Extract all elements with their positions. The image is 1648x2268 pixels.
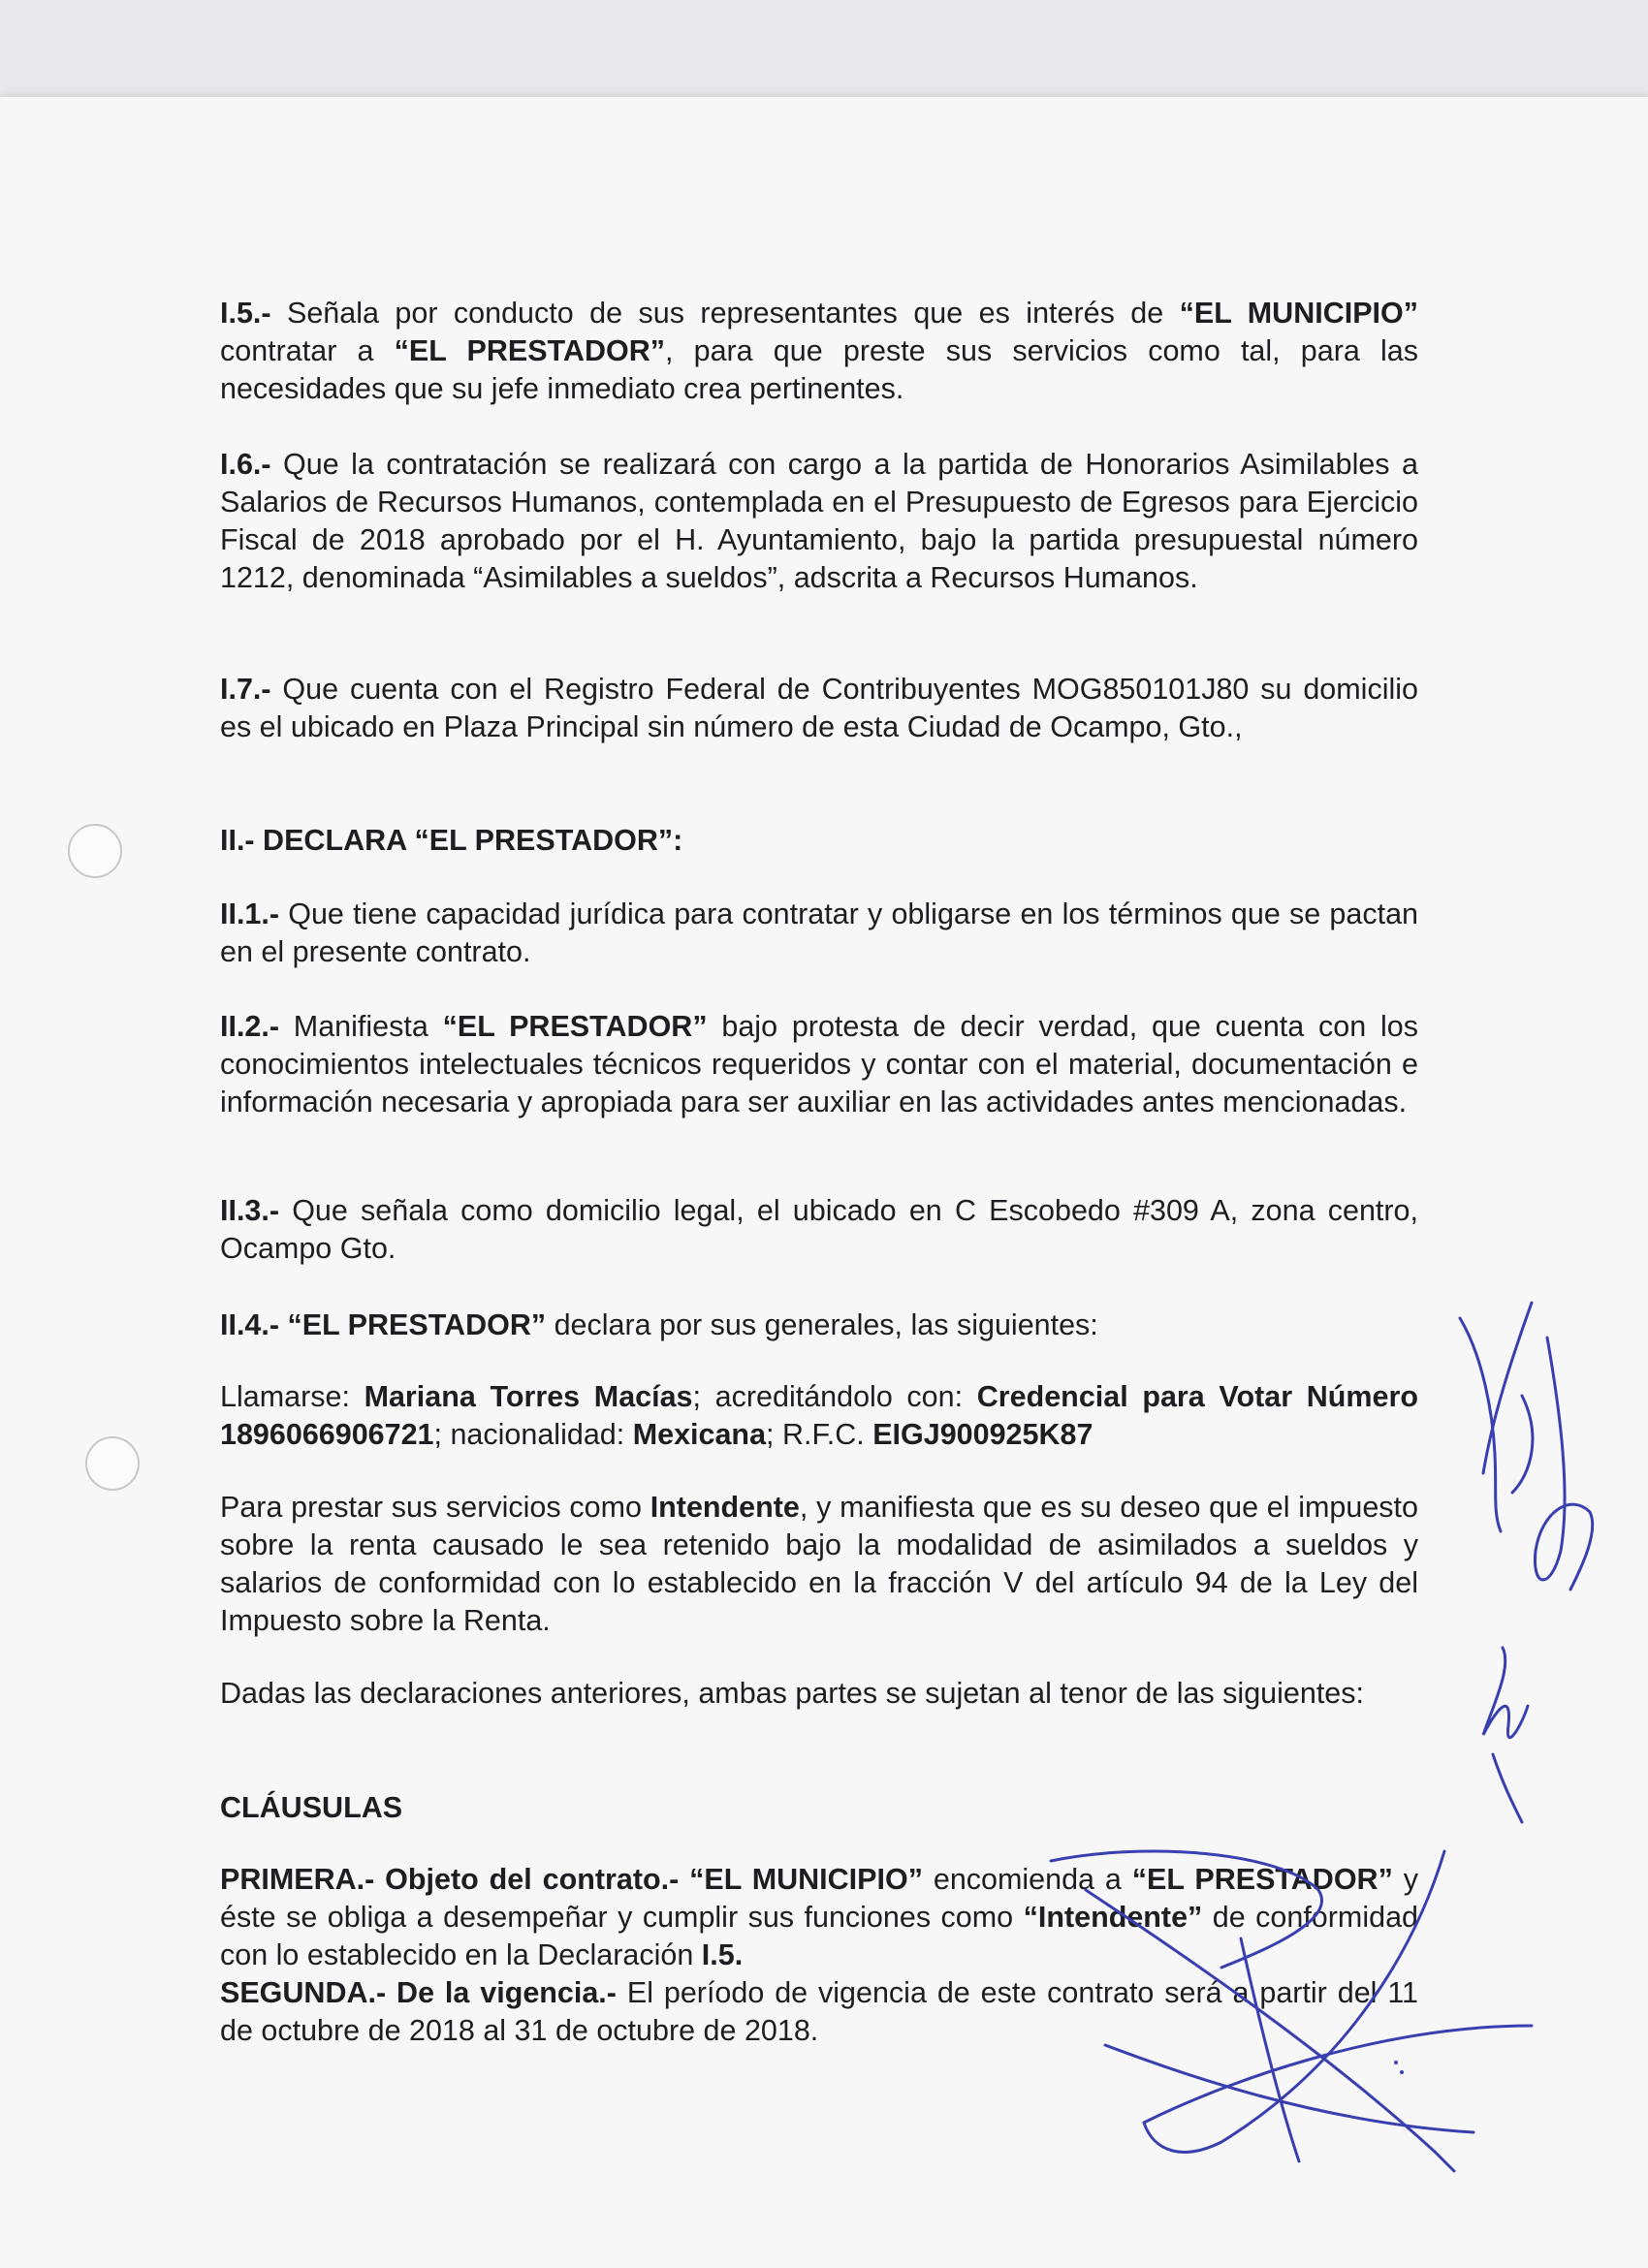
declaration-ii1: II.1.- Que tiene capacidad jurídica para contratar y obligarse en los términos que se pactan en el presente contrato.: [220, 898, 1418, 968]
clause-number: II.1.-: [220, 898, 280, 930]
dadas-declaraciones: Dadas las declaraciones anteriores, ambas partes se sujetan al tenor de las siguientes:: [220, 1677, 1364, 1710]
declaration-i5: I.5.- Señala por conducto de sus representantes que es interés de “EL MUNICIPIO” contratar a “EL PRESTADOR”, para que preste sus servicios como tal, para las necesidades que su jefe inmediato crea pertinentes.: [220, 297, 1418, 405]
municipio-term: “EL MUNICIPIO”: [1179, 297, 1418, 330]
clausula-segunda: SEGUNDA.- De la vigencia.- El período de vigencia de este contrato será a partir del 11 de octubre de 2018 al 31 de octubre de 2018.: [220, 1976, 1418, 2047]
prestador-term: “EL PRESTADOR”: [442, 1010, 708, 1043]
margin-signature-icon: [1454, 1299, 1629, 1842]
heading-declara-prestador: II.- DECLARA “EL PRESTADOR”:: [220, 824, 683, 857]
declaration-ii4: II.4.- “EL PRESTADOR” declara por sus generales, las siguientes:: [220, 1308, 1098, 1341]
prestador-term: “EL PRESTADOR”: [394, 334, 665, 367]
clause-number: I.5.-: [220, 297, 271, 330]
bottom-signature-icon: [1028, 1832, 1551, 2190]
declaration-i7: I.7.- Que cuenta con el Registro Federal de Contribuyentes MOG850101J80 su domicilio es el ubicado en Plaza Principal sin número de esta Ciudad de Ocampo, Gto.,: [220, 673, 1418, 743]
clause-number: II.2.-: [220, 1010, 280, 1043]
declaration-ii3: II.3.- Que señala como domicilio legal, el ubicado en C Escobedo #309 A, zona centro, Ocampo Gto.: [220, 1194, 1418, 1265]
punch-hole-top: [68, 824, 122, 878]
declaration-ii2: II.2.- Manifiesta “EL PRESTADOR” bajo protesta de decir verdad, que cuenta con los conocimientos intelectuales técnicos requeridos y contar con el material, documentación e información necesaria y apropiada para ser auxiliar en las actividades antes mencionadas.: [220, 1010, 1418, 1118]
clause-number: I.6.-: [220, 448, 271, 481]
prestador-term: “EL PRESTADOR”: [279, 1308, 547, 1341]
clause-number: II.3.-: [220, 1194, 280, 1227]
clause-label: PRIMERA.- Objeto del contrato.-: [220, 1863, 680, 1896]
municipio-term: “EL MUNICIPIO”: [689, 1863, 923, 1896]
punch-hole-bottom: [85, 1436, 140, 1491]
clause-number: II.4.-: [220, 1308, 280, 1341]
clausula-primera: PRIMERA.- Objeto del contrato.- “EL MUNICIPIO” encomienda a “EL PRESTADOR” y éste se obliga a desempeñar y cumplir sus funciones como “Intendente” de conformidad con lo establecido en la Declaración I.5. SEGUNDA.- De la vigencia.- El período de vigencia de este contrato será a partir del 11 de octubre de 2018 al 31 de octubre de 2018.: [220, 1861, 1418, 2050]
declaration-i6: I.6.- Que la contratación se realizará con cargo a la partida de Honorarios Asimilables a Salarios de Recursos Humanos, contemplada en el Presupuesto de Egresos para Ejercicio Fiscal de 2018 aprobado por el H. Ayuntamiento, bajo la partida presupuestal número 1212, denominada “Asimilables a sueldos”, adscrita a Recursos Humanos.: [220, 448, 1418, 594]
clause-label: SEGUNDA.- De la vigencia.-: [220, 1976, 617, 2009]
clausulas-heading: CLÁUSULAS: [220, 1791, 403, 1824]
rfc: EIGJ900925K87: [872, 1418, 1093, 1451]
generales: Llamarse: Mariana Torres Macías; acreditándolo con: Credencial para Votar Número 1896066906721; nacionalidad: Mexicana; R.F.C. EIGJ900925K87: [220, 1380, 1418, 1451]
puesto: “Intendente”: [1023, 1901, 1203, 1934]
credencial: Credencial para Votar Número 1896066906721: [220, 1380, 1418, 1451]
nacionalidad: Mexicana: [632, 1418, 767, 1451]
puesto: Intendente: [650, 1491, 800, 1524]
clause-number: I.7.-: [220, 673, 271, 706]
prestador-term: “EL PRESTADOR”: [1131, 1863, 1393, 1896]
nombre: Mariana Torres Macías: [364, 1380, 693, 1413]
declaration-ref: I.5.: [701, 1938, 744, 1971]
servicios: Para prestar sus servicios como Intendente, y manifiesta que es su deseo que el impuesto sobre la renta causado le sea retenido bajo la modalidad de asimilados a sueldos y salarios de conformidad con lo establecido en la fracción V del artículo 94 de la Ley del Impuesto sobre la Renta.: [220, 1491, 1418, 1637]
